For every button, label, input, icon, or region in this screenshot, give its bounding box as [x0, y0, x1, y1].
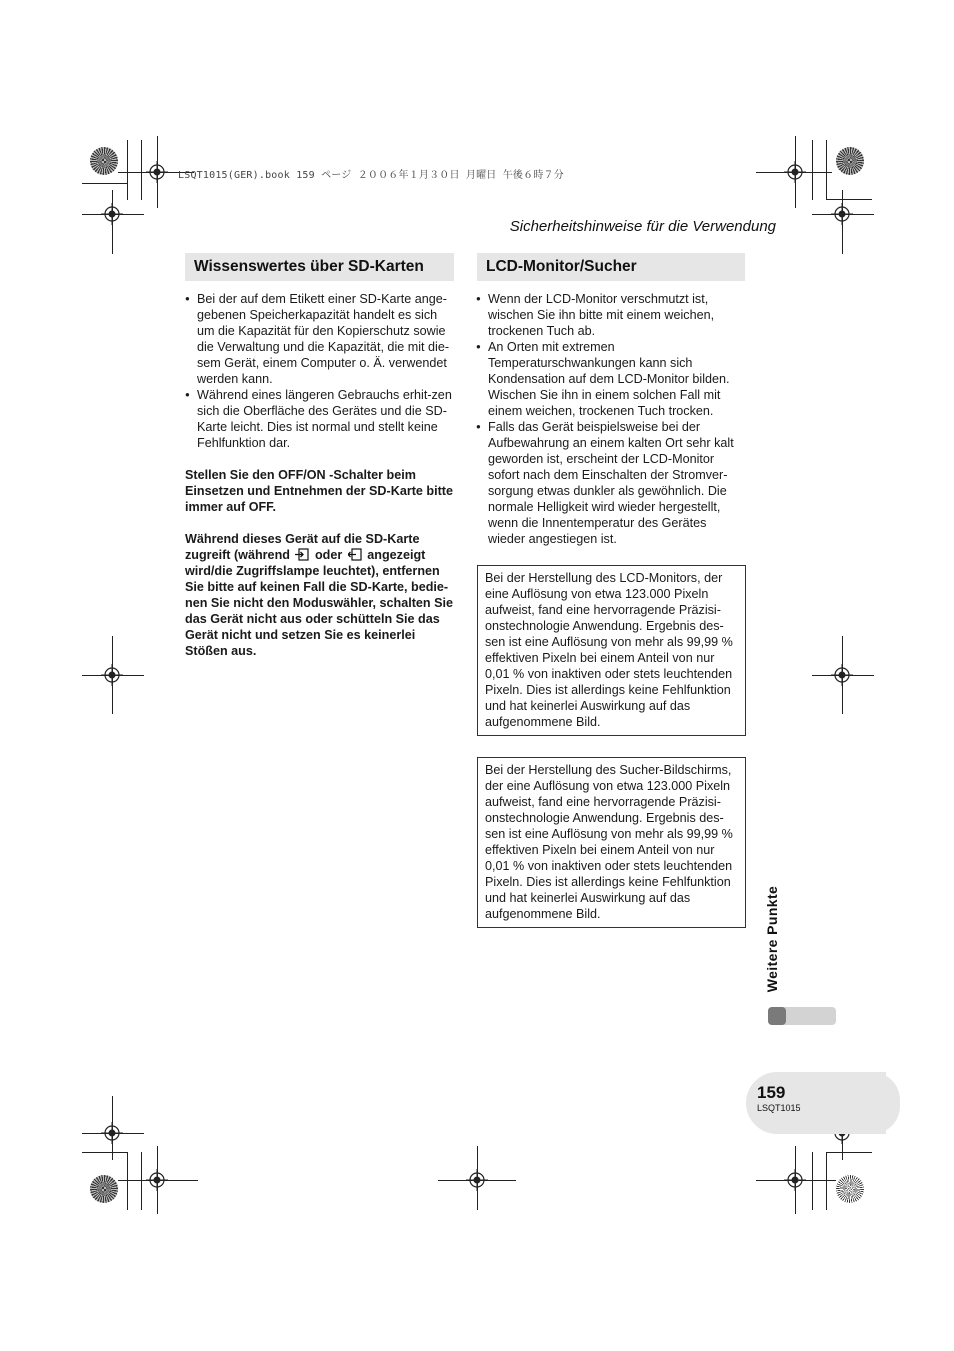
viewfinder-pixel-note-box: Bei der Herstellung des Sucher-Bildschirms, der eine Auflösung von etwa 123.000 Pixeln aufweist, fand eine hervorragende Präzisi-onstechnologie Anwendung. Ergebnis des-sen ist eine Auflösung von mehr als 99,99 % effektiven Pixeln bei einem Anteil von nur 0,01 % von inaktiven oder stets leuchtenden Pixeln. Dies ist allerdings keine Fehlfunktion und hat keinerlei Auswirkung auf das aufgenommene Bild.	[477, 757, 746, 928]
registration-mark-icon	[784, 161, 806, 183]
warning-text-part1: Während dieses Gerät auf die SD-Karte zugreift (während	[185, 532, 420, 562]
registration-mark-icon	[101, 1122, 123, 1144]
registration-mark-icon	[146, 1169, 168, 1191]
list-item: ● Bei der auf dem Etikett einer SD-Karte ange-gebenen Speicherkapazität handelt es sich um die Kapazität für den Kopierschutz sowie die Verwaltung und die Kapazität, die mit die-sem Gerät, einem Computer o. Ä. verwendet werden kann.	[185, 291, 455, 387]
list-item: ● Während eines längeren Gebrauchs erhit-zen sich die Oberfläche des Gerätes und die SD-Karte leicht. Dies ist normal und stellt keine Fehlfunktion dar.	[185, 387, 455, 451]
side-tab-label: Weitere Punkte	[764, 885, 780, 993]
section-heading-sd-cards: Wissenswertes über SD-Karten	[185, 253, 454, 281]
section-indicator-fill	[768, 1007, 786, 1025]
card-access-warning	[185, 531, 455, 659]
sd-access-icon	[295, 548, 309, 561]
print-header: LSQT1015(GER).book 159 ページ ２００６年１月３０日 月曜日 午後６時７分	[178, 170, 564, 181]
running-head: Sicherheitshinweise für die Verwendung	[509, 218, 776, 235]
registration-mark-icon	[784, 1169, 806, 1191]
registration-mark-icon	[831, 203, 853, 225]
color-wheel-icon	[90, 147, 118, 175]
registration-mark-icon	[831, 664, 853, 686]
sd-write-icon	[348, 548, 362, 561]
registration-mark-icon	[101, 203, 123, 225]
sd-card-bullets	[185, 291, 455, 451]
list-item: ● Falls das Gerät beispielsweise bei der Aufbewahrung an einem kalten Ort sehr kalt geworden ist, erscheint der LCD-Monitor sofort nach dem Einschalten der Stromver-sorgung etwas dunkler als gewöhnlich. Die normale Helligkeit wird wieder hergestellt, wenn die Innentemperatur des Gerätes wieder angestiegen ist.	[476, 419, 746, 547]
page-number: 159	[757, 1083, 786, 1102]
registration-mark-icon	[101, 664, 123, 686]
warning-text-or: oder	[314, 548, 343, 562]
registration-mark-icon	[466, 1169, 488, 1191]
lcd-pixel-note-box: Bei der Herstellung des LCD-Monitors, der eine Auflösung von etwa 123.000 Pixeln aufweist, fand eine hervorragende Präzisi-onstechnologie Anwendung. Ergebnis des-sen ist eine Auflösung von mehr als 99,99 % effektiven Pixeln bei einem Anteil von nur 0,01 % von inaktiven oder stets leuchtenden Pixeln. Dies ist allerdings keine Fehlfunktion und hat keinerlei Auswirkung auf das aufgenommene Bild.	[477, 565, 746, 736]
warning-text-part2: angezeigt wird/die Zugriffslampe leuchtet), entfernen Sie bitte auf keinen Fall die SD-Karte, bedie-nen Sie nicht den Moduswähler, schalten Sie das Gerät nicht aus oder schütteln Sie das Gerät nicht und setzen Sie es keinerlei Stößen aus.	[185, 548, 454, 658]
right-column-body	[476, 291, 746, 547]
list-item: ● An Orten mit extremen Temperaturschwankungen kann sich Kondensation auf dem LCD-Monitor bilden. Wischen Sie ihn in einem solchen Fall mit einem weichen, trockenen Tuch trocken.	[476, 339, 746, 419]
list-item: ● Wenn der LCD-Monitor verschmutzt ist, wischen Sie ihn bitte mit einem weichen, trockenen Tuch ab.	[476, 291, 746, 339]
color-wheel-icon	[836, 1175, 864, 1203]
color-wheel-icon	[90, 1175, 118, 1203]
page-code: LSQT1015	[757, 1103, 801, 1113]
registration-mark-icon	[146, 161, 168, 183]
lcd-monitor-bullets	[476, 291, 746, 547]
side-tab	[758, 880, 786, 998]
section-heading-lcd-monitor: LCD-Monitor/Sucher	[477, 253, 745, 281]
left-column-body	[185, 291, 455, 659]
off-on-switch-note: Stellen Sie den OFF/ON -Schalter beim Einsetzen und Entnehmen der SD-Karte bitte immer auf OFF.	[185, 468, 453, 514]
color-wheel-icon	[836, 147, 864, 175]
